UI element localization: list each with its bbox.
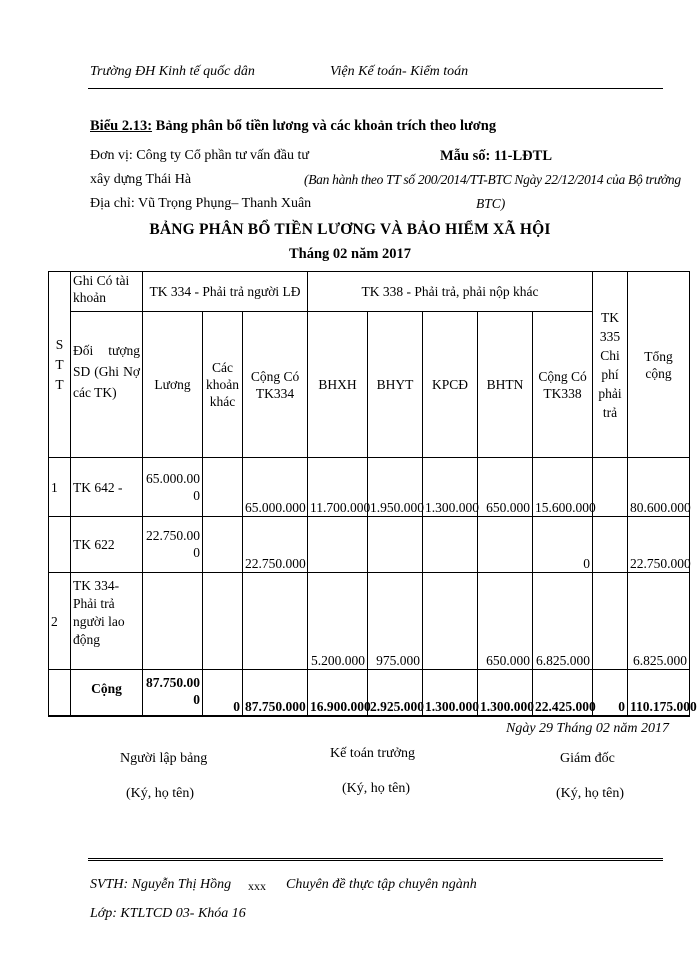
footer-rule	[88, 858, 663, 861]
cac-khoan-khac-cell	[203, 517, 243, 573]
cac-khoan-khac-cell	[203, 573, 243, 670]
luong-cell: 87.750.000	[143, 670, 203, 716]
total-label: Cộng	[71, 670, 143, 716]
unit-line-1: Đơn vị: Công ty Cổ phần tư vấn đầu tư	[90, 148, 309, 163]
signature-preparer-role: Người lập bảng	[120, 751, 208, 766]
total-row	[49, 670, 690, 716]
cac-khoan-khac-cell: 0	[203, 670, 243, 716]
header-school: Trường ĐH Kinh tế quốc dân	[90, 64, 255, 79]
ghi-co-header: Ghi Có tài khoản	[71, 272, 143, 312]
cac-khoan-khac-header: Các khoản khác	[203, 312, 243, 458]
bhxh-header: BHXH	[308, 312, 368, 458]
stt-cell: 2	[49, 573, 71, 670]
caption-label: Biểu 2.13:	[90, 118, 153, 134]
signature-chief-accountant-note: (Ký, họ tên)	[342, 781, 411, 796]
stt-header: S T T	[49, 272, 71, 458]
cong-334-cell	[243, 573, 308, 670]
tk335-header: TK 335 Chi phí phải trả	[593, 272, 628, 458]
footer-topic: Chuyên đề thực tập chuyên ngành	[286, 877, 477, 892]
signature-preparer-note: (Ký, họ tên)	[126, 786, 195, 801]
tk338-header: TK 338 - Phải trả, phải nộp khác	[308, 272, 593, 312]
table-row	[49, 573, 690, 670]
unit-address: Địa chỉ: Vũ Trọng Phụng– Thanh Xuân	[90, 196, 312, 211]
doi-tuong-cell: TK 642 -	[71, 458, 143, 517]
bhyt-cell: 1.950.000	[368, 458, 423, 517]
bhtn-header: BHTN	[478, 312, 533, 458]
luong-cell: 65.000.000	[143, 458, 203, 517]
form-note-2: BTC)	[476, 196, 506, 211]
form-note-1: (Ban hành theo TT số 200/2014/TT-BTC Ngày 22/12/2014 của Bộ trưởng	[304, 172, 681, 187]
document-subtitle: Tháng 02 năm 2017	[288, 246, 412, 262]
luong-cell	[143, 573, 203, 670]
footer-class: Lớp: KTLTCD 03- Khóa 16	[90, 906, 246, 921]
cong-338-cell: 0	[533, 517, 593, 573]
bhxh-cell: 5.200.000	[308, 573, 368, 670]
doi-tuong-cell: TK 622	[71, 517, 143, 573]
header-row-1	[49, 272, 690, 312]
kpcd-header: KPCĐ	[423, 312, 478, 458]
kpcd-cell	[423, 517, 478, 573]
bhyt-cell	[368, 517, 423, 573]
cong-334-cell: 65.000.000	[243, 458, 308, 517]
table-row	[49, 517, 690, 573]
bhtn-cell	[478, 517, 533, 573]
date-line: Ngày 29 Tháng 02 năm 2017	[506, 721, 669, 736]
bhyt-cell: 2.925.000	[368, 670, 423, 716]
bhtn-cell: 650.000	[478, 458, 533, 517]
kpcd-cell	[423, 573, 478, 670]
luong-header: Lương	[143, 312, 203, 458]
tong-cong-header: Tổng cộng	[628, 272, 690, 458]
stt-cell	[49, 517, 71, 573]
tk335-cell: 0	[593, 670, 628, 716]
footer-xxx: xxx	[248, 879, 266, 893]
cong-338-cell: 6.825.000	[533, 573, 593, 670]
tk335-cell	[593, 458, 628, 517]
kpcd-cell: 1.300.000	[423, 458, 478, 517]
table-row	[49, 458, 690, 517]
bhxh-cell: 11.700.000	[308, 458, 368, 517]
stt-cell	[49, 670, 71, 716]
cong-334-cell: 87.750.000	[243, 670, 308, 716]
document-title: BẢNG PHÂN BỔ TIỀN LƯƠNG VÀ BẢO HIỂM XÃ HỘI	[149, 221, 551, 238]
signature-director-note: (Ký, họ tên)	[556, 786, 625, 801]
cong-338-cell: 15.600.000	[533, 458, 593, 517]
header-institute: Viện Kế toán- Kiểm toán	[330, 64, 469, 79]
tk334-header: TK 334 - Phải trả người LĐ	[143, 272, 308, 312]
cong-338-header: Cộng Có TK338	[533, 312, 593, 458]
signature-director-role: Giám đốc	[560, 751, 615, 766]
bhxh-cell	[308, 517, 368, 573]
doi-tuong-header: Đối tượng SD (Ghi Nợ các TK)	[71, 312, 143, 458]
tong-cell: 6.825.000	[628, 573, 690, 670]
header-rule	[88, 88, 663, 89]
bhtn-cell: 1.300.000	[478, 670, 533, 716]
cac-khoan-khac-cell	[203, 458, 243, 517]
bhxh-cell: 16.900.000	[308, 670, 368, 716]
luong-cell: 22.750.000	[143, 517, 203, 573]
cong-338-cell: 22.425.000	[533, 670, 593, 716]
signature-chief-accountant-role: Kế toán trưởng	[330, 746, 415, 761]
footer-student: SVTH: Nguyễn Thị Hồng	[90, 877, 232, 892]
bhyt-cell: 975.000	[368, 573, 423, 670]
form-code: Mẫu số: 11-LĐTL	[440, 148, 552, 164]
stt-cell: 1	[49, 458, 71, 517]
tong-cell: 110.175.000	[628, 670, 690, 716]
kpcd-cell: 1.300.000	[423, 670, 478, 716]
unit-line-2: xây dựng Thái Hà	[90, 172, 192, 187]
tong-cell: 80.600.000	[628, 458, 690, 517]
cong-334-cell: 22.750.000	[243, 517, 308, 573]
tk335-cell	[593, 573, 628, 670]
bhyt-header: BHYT	[368, 312, 423, 458]
tong-cell: 22.750.000	[628, 517, 690, 573]
allocation-table	[48, 271, 697, 717]
table-caption	[90, 118, 496, 135]
bhtn-cell: 650.000	[478, 573, 533, 670]
caption-text: Bảng phân bổ tiền lương và các khoản trích theo lương	[152, 118, 497, 134]
tk335-cell	[593, 517, 628, 573]
doi-tuong-cell: TK 334- Phải trả người lao động	[71, 573, 143, 670]
cong-334-header: Cộng Có TK334	[243, 312, 308, 458]
